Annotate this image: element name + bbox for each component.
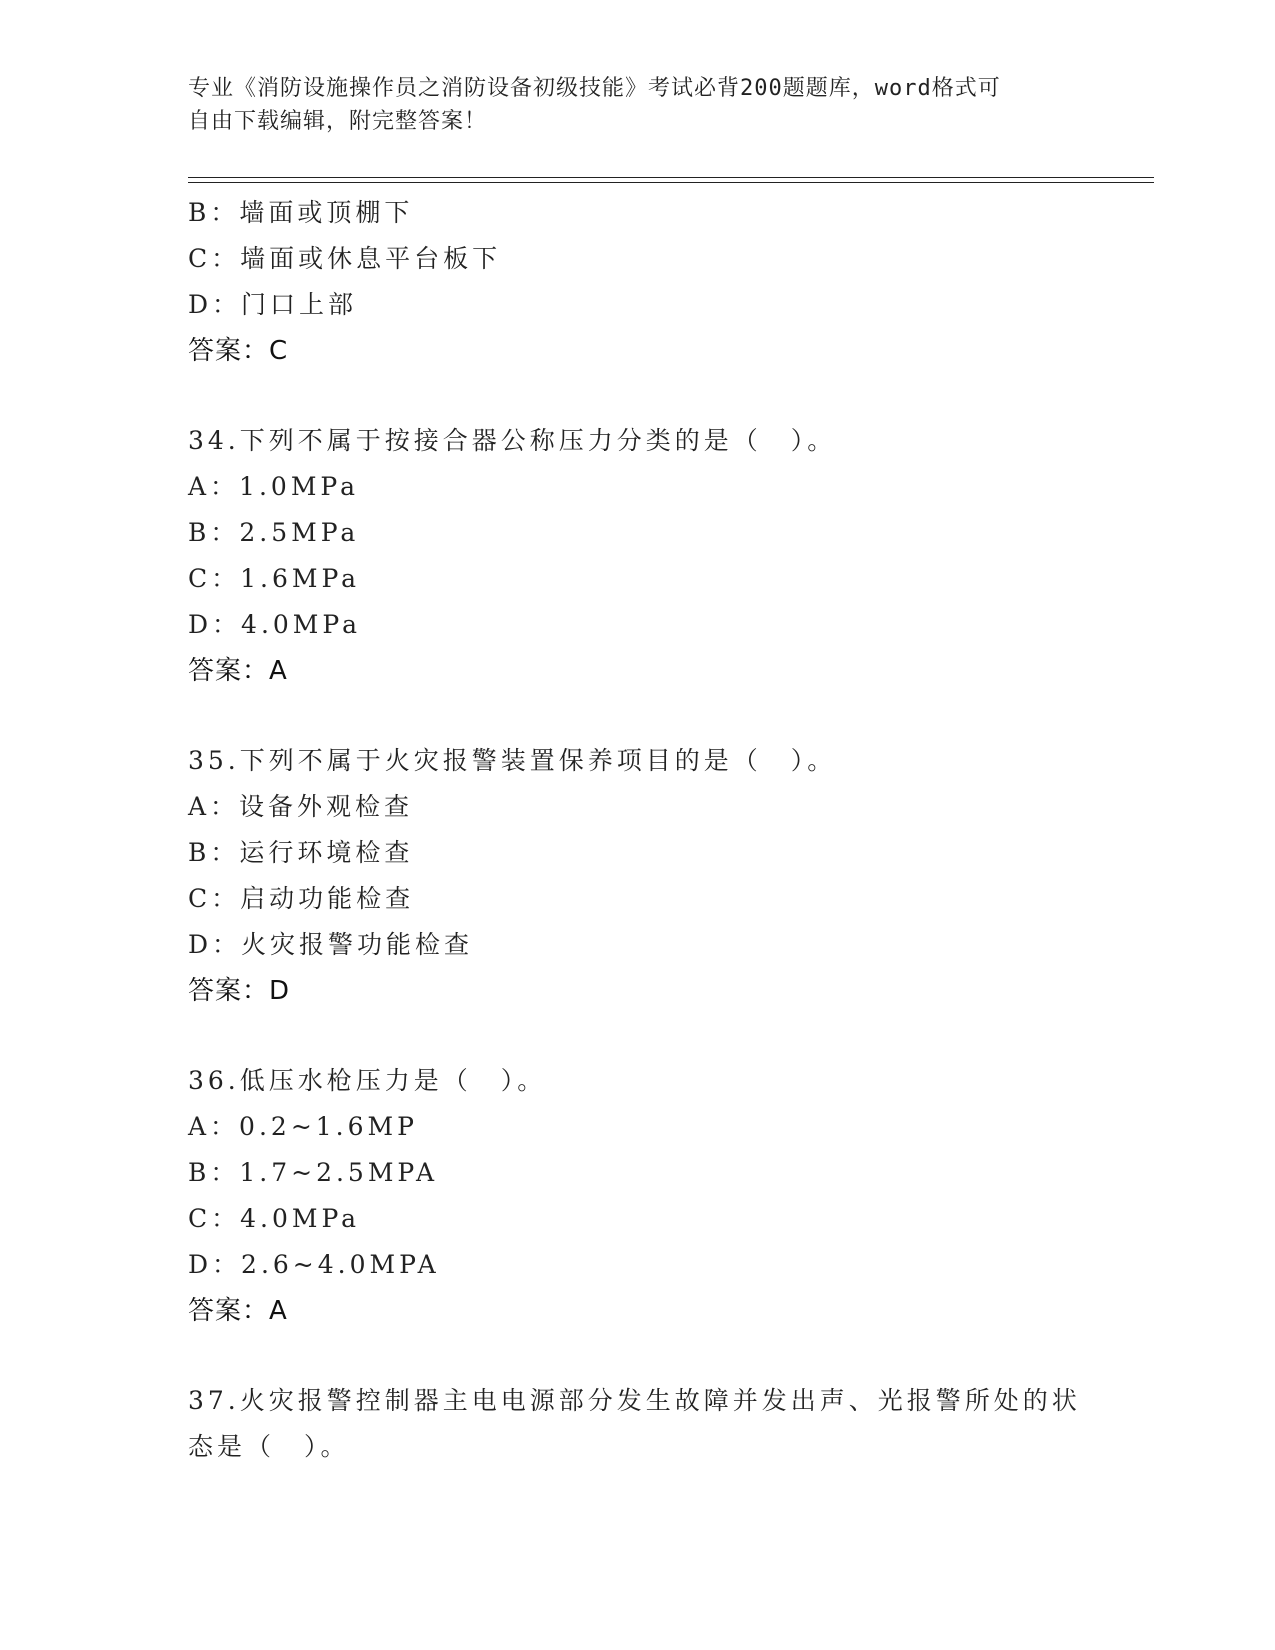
question-text: 34.下列不属于按接合器公称压力分类的是（ ）。 [188,426,837,455]
spacer [188,1014,1088,1058]
option-c: C：1.6MPa [188,564,361,593]
spacer [188,694,1088,738]
question-text: 36.低压水枪压力是（ ）。 [188,1066,547,1095]
option-a: A：设备外观检查 [188,792,414,821]
option-b: B：2.5MPa [188,518,360,547]
question-block-36 [188,1058,1088,1334]
header-divider-bottom [188,182,1154,183]
question-text: 35.下列不属于火灾报警装置保养项目的是（ ）。 [188,746,837,775]
option-b: B：1.7~2.5MPA [188,1158,439,1187]
question-block-33 [188,190,1088,374]
option-a: A：1.0MPa [188,472,360,501]
option-c: C：4.0MPa [188,1204,361,1233]
option-a: A：0.2~1.6MP [188,1112,418,1141]
question-block-37 [188,1378,1088,1470]
spacer [188,1334,1088,1378]
header-divider-top [188,177,1154,178]
question-list [188,190,1088,1470]
option-d: D：4.0MPa [188,610,362,639]
option-d: D：门口上部 [188,290,358,319]
answer: 答案：C [188,336,289,366]
option-c: C：启动功能检查 [188,884,415,913]
document-header [188,72,1068,138]
question-block-35 [188,738,1088,1014]
option-b: B：墙面或顶棚下 [188,198,414,227]
answer: 答案：D [188,976,291,1006]
question-text-line-2: 态是（ ）。 [188,1432,350,1461]
option-c: C：墙面或休息平台板下 [188,244,502,273]
option-b: B：运行环境检查 [188,838,414,867]
option-d: D：2.6~4.0MPA [188,1250,440,1279]
option-d: D：火灾报警功能检查 [188,930,474,959]
header-line-2: 自由下载编辑，附完整答案！ [188,109,488,134]
question-block-34 [188,418,1088,694]
answer: 答案：A [188,1296,288,1326]
question-text-line-1: 37.火灾报警控制器主电电源部分发生故障并发出声、光报警所处的状 [188,1386,1081,1415]
header-line-1: 专业《消防设施操作员之消防设备初级技能》考试必背200题题库，word格式可 [188,76,1001,101]
answer: 答案：A [188,656,288,686]
spacer [188,374,1088,418]
